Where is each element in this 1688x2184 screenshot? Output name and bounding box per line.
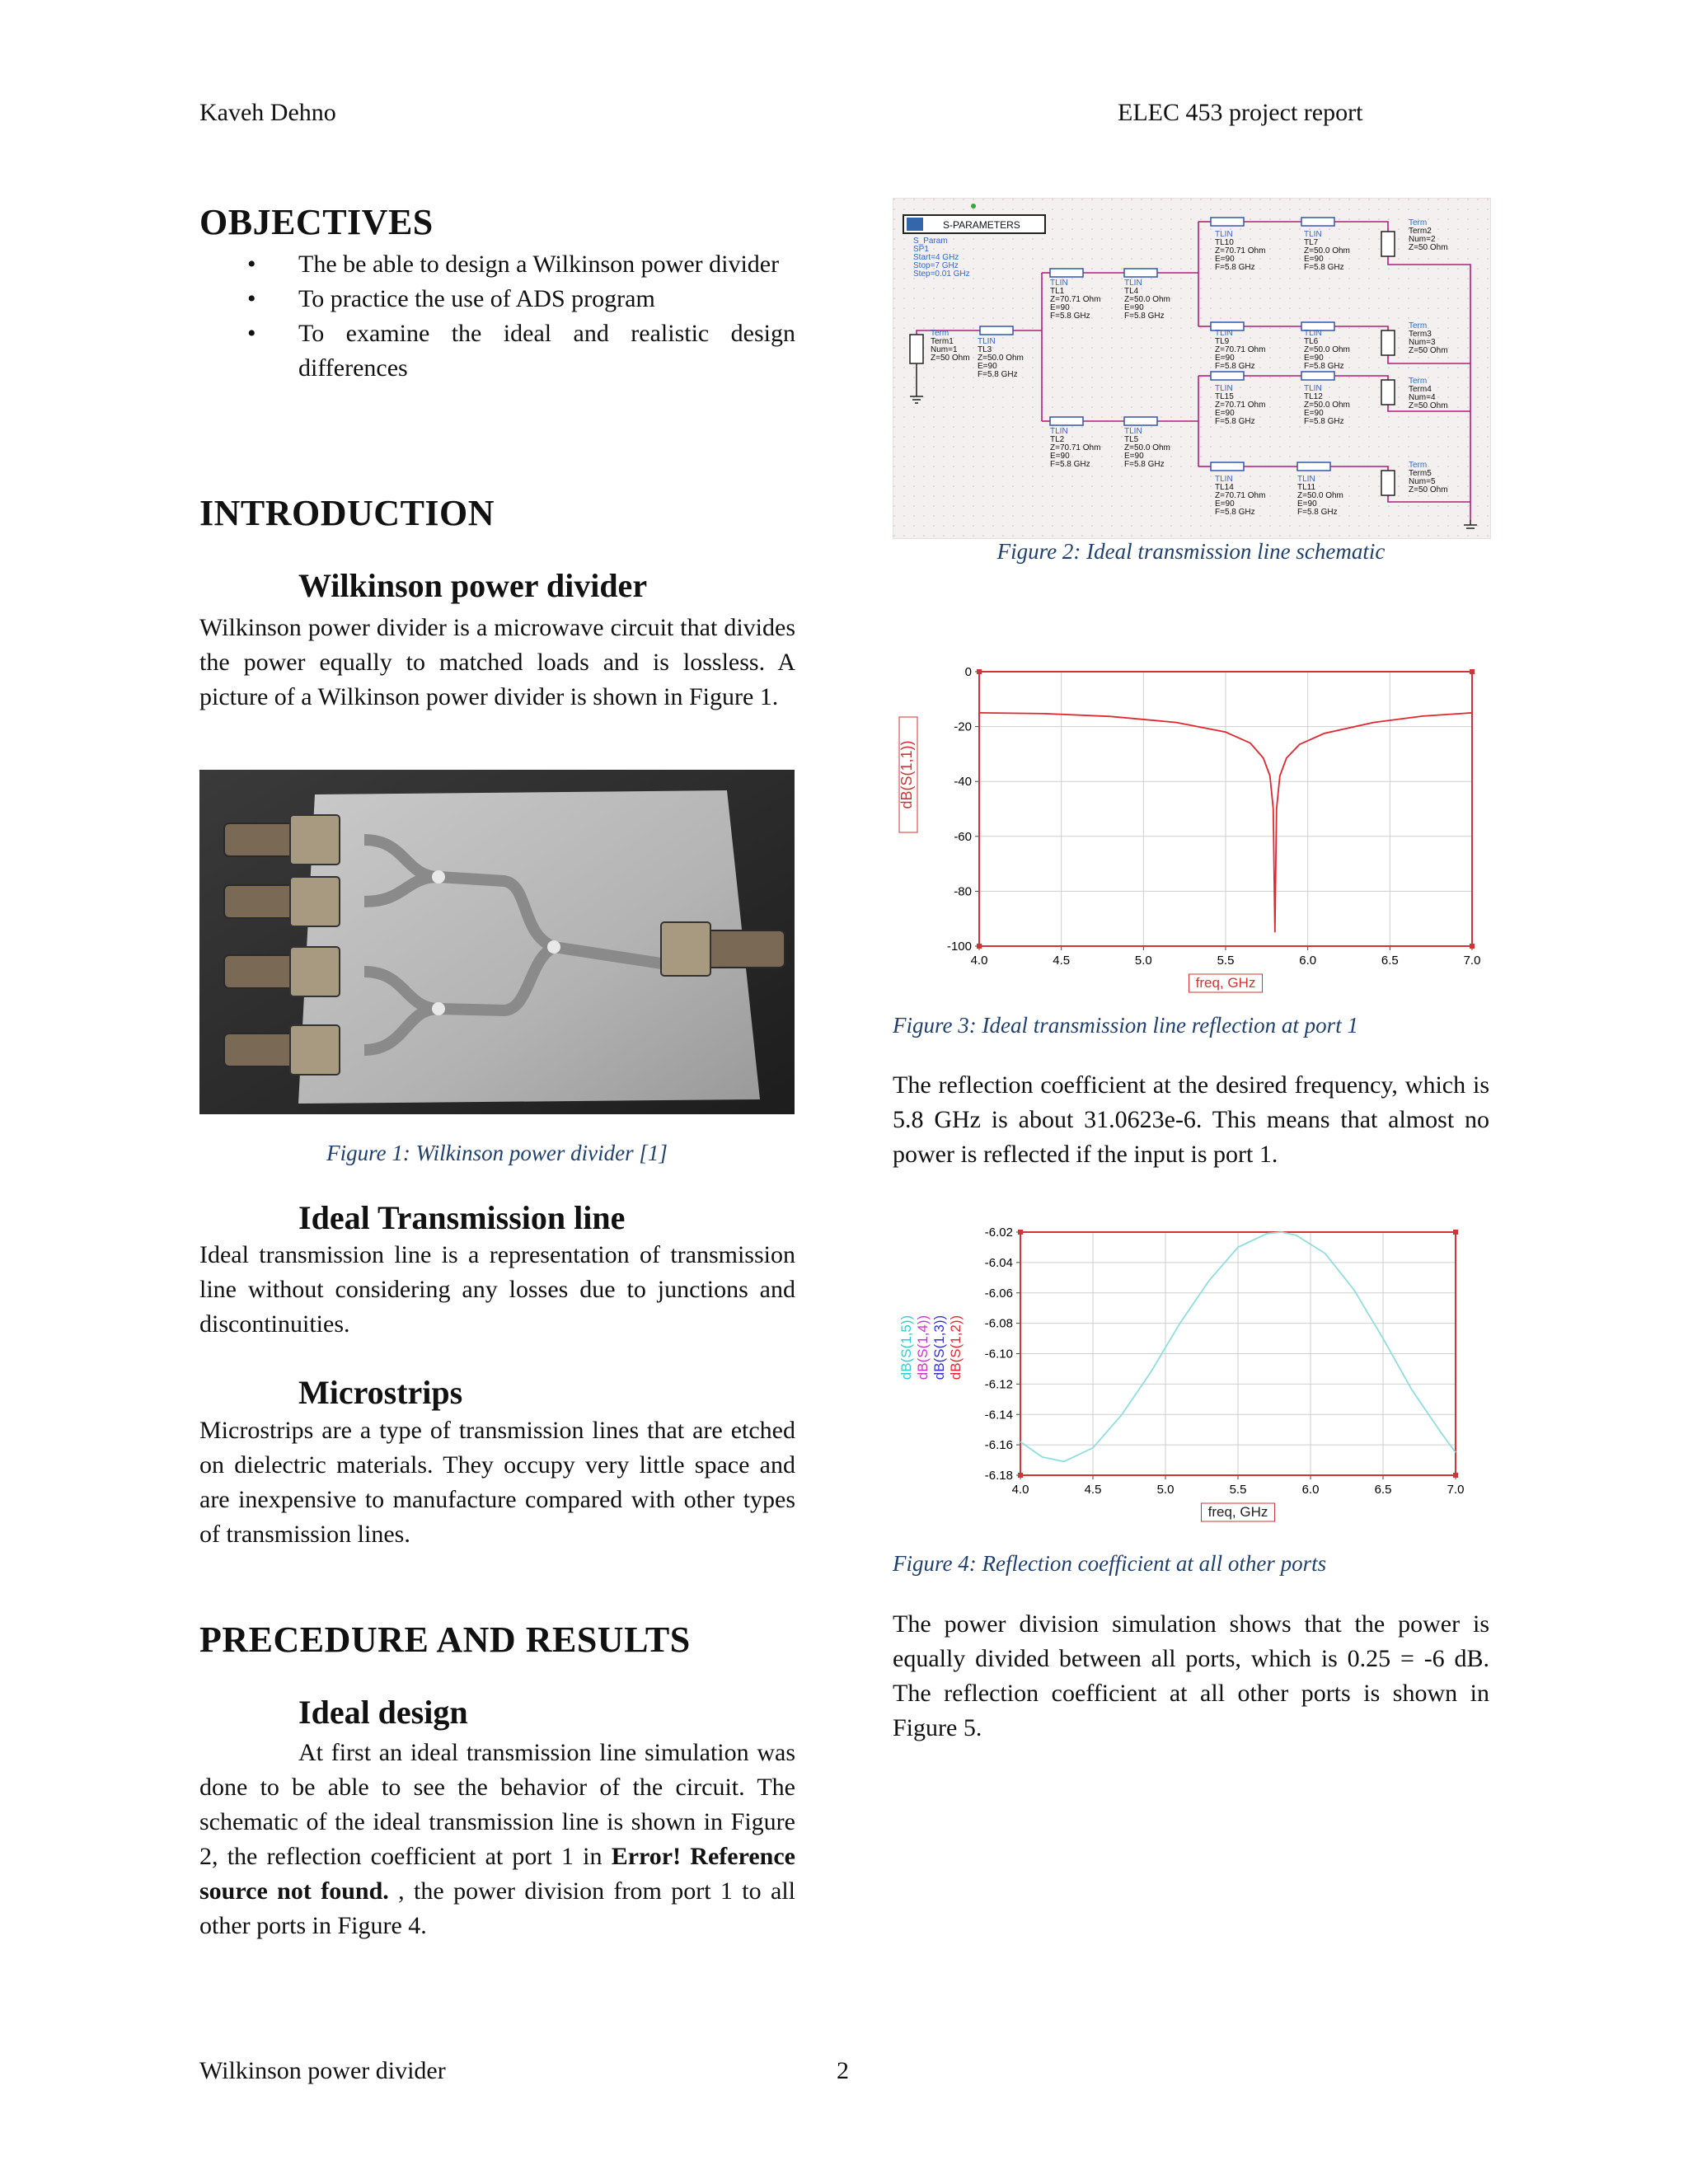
- svg-text:E=90: E=90: [1124, 452, 1144, 461]
- svg-text:F=5.8 GHz: F=5.8 GHz: [1050, 460, 1090, 469]
- svg-text:TL10: TL10: [1215, 238, 1234, 247]
- y-tick-label: -6.14: [984, 1408, 1013, 1422]
- corner-marker: [1470, 669, 1475, 674]
- wilkinson-heading: Wilkinson power divider: [298, 567, 648, 604]
- corner-marker: [1018, 1473, 1023, 1478]
- corner-marker: [977, 944, 982, 949]
- svg-text:Step=0.01 GHz: Step=0.01 GHz: [913, 269, 970, 279]
- svg-text:Term: Term: [1409, 461, 1428, 470]
- x-tick-label: 5.5: [1229, 1483, 1247, 1497]
- y-tick-label: -6.16: [984, 1438, 1013, 1453]
- x-axis-label: freq, GHz: [1195, 975, 1256, 991]
- svg-text:Z=50 Ohm: Z=50 Ohm: [931, 354, 970, 363]
- x-tick-label: 6.0: [1301, 1483, 1320, 1497]
- svg-text:Term4: Term4: [1409, 385, 1432, 394]
- svg-text:F=5.8 GHz: F=5.8 GHz: [1215, 417, 1255, 426]
- x-tick-label: 6.0: [1299, 954, 1317, 968]
- svg-text:Term: Term: [1409, 321, 1428, 330]
- corner-marker: [1470, 944, 1475, 949]
- svg-text:F=5.8 GHz: F=5.8 GHz: [1124, 312, 1165, 321]
- figure4-caption: Figure 4: Reflection coefficient at all other ports: [893, 1551, 1327, 1576]
- y-axis-label-4: dB(S(1,2)): [948, 1315, 964, 1380]
- y-tick-label: -60: [954, 829, 972, 844]
- ideal-design-text-b: , the power division from port 1 to all other ports in Figure 4.: [199, 1877, 796, 1939]
- y-tick-label: -80: [954, 884, 972, 899]
- svg-text:E=90: E=90: [1050, 452, 1070, 461]
- page-number: 2: [837, 2057, 849, 2084]
- svg-text:Z=70.71 Ohm: Z=70.71 Ohm: [1050, 295, 1101, 304]
- y-axis-label: dB(S(1,1)): [898, 740, 915, 809]
- reference-error: Error! Reference source not found.: [199, 1843, 795, 1905]
- objective-item: • The be able to design a Wilkinson power divider: [199, 247, 795, 282]
- svg-text:TL9: TL9: [1215, 337, 1230, 346]
- ideal-tl-paragraph: Ideal transmission line is a representation of transmission line without considering any losses due to junctions and discontinuities.: [199, 1241, 795, 1338]
- svg-text:SP1: SP1: [913, 245, 929, 254]
- sparam-icon: [907, 218, 923, 231]
- svg-text:TLIN: TLIN: [1124, 279, 1142, 288]
- x-axis-label: freq, GHz: [1207, 1504, 1268, 1520]
- ideal-design-text-a: At first an ideal transmission line simulation was done to be able to see the behavior of the circuit. The schematic of the ideal transmission line is shown in Figure 2, the reflection coefficient at port 1 in: [199, 1739, 795, 1870]
- svg-text:Z=50 Ohm: Z=50 Ohm: [1409, 243, 1448, 252]
- figure3-caption: Figure 3: Ideal transmission line reflection at port 1: [893, 1013, 1358, 1038]
- x-tick-label: 7.0: [1447, 1483, 1465, 1497]
- svg-text:Num=3: Num=3: [1409, 338, 1436, 347]
- svg-text:Term: Term: [1409, 218, 1428, 227]
- x-tick-label: 5.0: [1156, 1483, 1175, 1497]
- svg-text:TLIN: TLIN: [1050, 279, 1068, 288]
- y-tick-label: -6.04: [984, 1255, 1013, 1270]
- svg-text:Stop=7 GHz: Stop=7 GHz: [913, 261, 959, 270]
- svg-text:TLIN: TLIN: [1304, 384, 1322, 393]
- svg-text:Z=70.71 Ohm: Z=70.71 Ohm: [1215, 246, 1266, 255]
- svg-text:E=90: E=90: [1124, 303, 1144, 312]
- y-tick-label: -20: [954, 719, 972, 734]
- y-axis-label-3: dB(S(1,3)): [931, 1315, 947, 1380]
- svg-text:TLIN: TLIN: [978, 337, 996, 346]
- svg-text:Start=4 GHz: Start=4 GHz: [913, 253, 959, 262]
- svg-text:TLIN: TLIN: [1124, 427, 1142, 436]
- svg-text:TL6: TL6: [1304, 337, 1319, 346]
- svg-text:E=90: E=90: [1304, 354, 1324, 363]
- header-course: ELEC 453 project report: [1118, 99, 1363, 126]
- y-tick-label: 0: [964, 665, 972, 679]
- svg-text:F=5.8 GHz: F=5.8 GHz: [1304, 263, 1344, 272]
- corner-marker: [1453, 1230, 1458, 1235]
- svg-text:F=5.8 GHz: F=5.8 GHz: [1304, 362, 1344, 371]
- wilkinson-photo-drawing: [199, 770, 795, 1114]
- svg-text:Term: Term: [1409, 377, 1428, 386]
- x-tick-label: 4.5: [1084, 1483, 1102, 1497]
- svg-text:E=90: E=90: [1050, 303, 1070, 312]
- svg-text:E=90: E=90: [1215, 354, 1235, 363]
- svg-text:Z=50.0 Ohm: Z=50.0 Ohm: [1304, 345, 1350, 354]
- figure2-caption: Figure 2: Ideal transmission line schematic: [996, 539, 1386, 564]
- svg-text:Z=50.0 Ohm: Z=50.0 Ohm: [1297, 491, 1343, 500]
- svg-text:Num=1: Num=1: [931, 345, 958, 354]
- introduction-heading: INTRODUCTION: [199, 493, 495, 533]
- svg-text:TLIN: TLIN: [1304, 230, 1322, 239]
- microstrips-paragraph: Microstrips are a type of transmission lines that are etched on dielectric materials. They occupy very little space and are inexpensive to manufacture compared with other types of transmission lines.: [199, 1417, 795, 1548]
- y-tick-label: -6.08: [984, 1316, 1013, 1331]
- svg-text:Z=50 Ohm: Z=50 Ohm: [1409, 485, 1448, 494]
- svg-text:Term: Term: [931, 329, 950, 338]
- svg-text:Z=50 Ohm: Z=50 Ohm: [1409, 346, 1448, 355]
- y-tick-label: -6.12: [984, 1377, 1013, 1392]
- svg-text:TL4: TL4: [1124, 287, 1139, 296]
- y-tick-label: -100: [946, 940, 972, 954]
- svg-text:TL14: TL14: [1215, 483, 1234, 492]
- svg-text:TL3: TL3: [978, 345, 992, 354]
- procedure-heading: PRECEDURE AND RESULTS: [199, 1619, 691, 1660]
- y-tick-label: -6.18: [984, 1469, 1013, 1483]
- svg-text:TLIN: TLIN: [1215, 475, 1233, 484]
- svg-text:F=5.8 GHz: F=5.8 GHz: [1215, 362, 1255, 371]
- reflection-other-ports-chart: [893, 1203, 1486, 1533]
- x-tick-label: 4.0: [1011, 1483, 1029, 1497]
- svg-text:Z=50.0 Ohm: Z=50.0 Ohm: [1124, 443, 1170, 452]
- ideal-design-paragraph: [199, 1736, 795, 1943]
- y-axis-label-2: dB(S(1,4)): [915, 1315, 931, 1380]
- reflection-port1-chart: [893, 659, 1486, 1005]
- wilkinson-photo: [199, 770, 795, 1114]
- svg-text:Num=4: Num=4: [1409, 393, 1436, 402]
- svg-text:TLIN: TLIN: [1215, 329, 1233, 338]
- y-tick-label: -40: [954, 775, 972, 790]
- corner-marker: [1453, 1473, 1458, 1478]
- svg-text:TLIN: TLIN: [1304, 329, 1322, 338]
- y-tick-label: -6.06: [984, 1286, 1013, 1301]
- y-tick-label: -6.02: [984, 1226, 1013, 1240]
- corner-marker: [977, 669, 982, 674]
- svg-text:F=5.8 GHz: F=5.8 GHz: [1050, 312, 1090, 321]
- power-division-paragraph: The power division simulation shows that the power is equally divided between all ports, which is 0.25 = -6 dB. The reflection coefficient at all other ports is shown in Figure 5.: [893, 1610, 1489, 1741]
- x-tick-label: 6.5: [1381, 954, 1399, 968]
- svg-text:TL1: TL1: [1050, 287, 1065, 296]
- svg-text:Term5: Term5: [1409, 469, 1432, 478]
- y-axis-label-1: dB(S(1,5)): [898, 1315, 914, 1380]
- svg-text:Term3: Term3: [1409, 330, 1432, 339]
- svg-text:TL7: TL7: [1304, 238, 1319, 247]
- svg-text:TL15: TL15: [1215, 392, 1234, 401]
- sparam-label: S-PARAMETERS: [943, 219, 1020, 231]
- svg-text:E=90: E=90: [1297, 499, 1317, 509]
- svg-text:Term1: Term1: [931, 337, 954, 346]
- svg-text:E=90: E=90: [1304, 409, 1324, 418]
- svg-text:TL12: TL12: [1304, 392, 1323, 401]
- svg-text:Num=5: Num=5: [1409, 477, 1436, 486]
- schematic-drawing: [893, 199, 1490, 538]
- microstrips-heading: Microstrips: [298, 1374, 463, 1411]
- svg-text:TL2: TL2: [1050, 435, 1065, 444]
- svg-text:F=5.8 GHz: F=5.8 GHz: [978, 370, 1018, 379]
- objectives-heading: OBJECTIVES: [199, 202, 434, 242]
- header-author: Kaveh Dehno: [199, 99, 336, 126]
- footer-title: Wilkinson power divider: [199, 2057, 446, 2084]
- svg-text:TLIN: TLIN: [1297, 475, 1315, 484]
- x-tick-label: 5.0: [1134, 954, 1152, 968]
- svg-text:E=90: E=90: [978, 362, 997, 371]
- ideal-tl-heading: Ideal Transmission line: [298, 1199, 626, 1236]
- svg-text:E=90: E=90: [1215, 499, 1235, 509]
- x-tick-label: 4.5: [1053, 954, 1071, 968]
- x-tick-label: 6.5: [1374, 1483, 1392, 1497]
- y-tick-label: -6.10: [984, 1347, 1013, 1361]
- svg-text:Num=2: Num=2: [1409, 235, 1436, 244]
- svg-text:S_Param: S_Param: [913, 237, 948, 246]
- svg-text:Z=70.71 Ohm: Z=70.71 Ohm: [1215, 401, 1266, 410]
- svg-text:Z=50.0 Ohm: Z=50.0 Ohm: [978, 354, 1024, 363]
- schematic-panel: [893, 198, 1491, 539]
- svg-text:TLIN: TLIN: [1050, 427, 1068, 436]
- x-tick-label: 5.5: [1217, 954, 1235, 968]
- svg-text:TLIN: TLIN: [1215, 230, 1233, 239]
- x-tick-label: 7.0: [1463, 954, 1481, 968]
- wilkinson-paragraph: Wilkinson power divider is a microwave circuit that divides the power equally to matched loads and is lossless. A picture of a Wilkinson power divider is shown in Figure 1.: [199, 614, 795, 710]
- svg-text:E=90: E=90: [1304, 255, 1324, 264]
- marker-icon: [971, 204, 976, 209]
- svg-text:Z=70.71 Ohm: Z=70.71 Ohm: [1050, 443, 1101, 452]
- svg-text:F=5.8 GHz: F=5.8 GHz: [1215, 263, 1255, 272]
- svg-text:E=90: E=90: [1215, 409, 1235, 418]
- objectives-list: [199, 247, 795, 386]
- ideal-design-heading: Ideal design: [298, 1694, 468, 1731]
- svg-text:F=5.8 GHz: F=5.8 GHz: [1215, 508, 1255, 517]
- svg-text:TLIN: TLIN: [1215, 384, 1233, 393]
- svg-text:Z=50.0 Ohm: Z=50.0 Ohm: [1124, 295, 1170, 304]
- svg-text:TL5: TL5: [1124, 435, 1139, 444]
- svg-text:Z=70.71 Ohm: Z=70.71 Ohm: [1215, 345, 1266, 354]
- svg-text:F=5.8 GHz: F=5.8 GHz: [1304, 417, 1344, 426]
- svg-text:Term2: Term2: [1409, 227, 1432, 236]
- reflection-paragraph: The reflection coefficient at the desired frequency, which is 5.8 GHz is about 31.0623e-6. This means that almost no power is reflected if the input is port 1.: [893, 1071, 1489, 1168]
- svg-text:E=90: E=90: [1215, 255, 1235, 264]
- svg-text:Z=50.0 Ohm: Z=50.0 Ohm: [1304, 401, 1350, 410]
- svg-text:TL11: TL11: [1297, 483, 1316, 492]
- svg-text:F=5.8 GHz: F=5.8 GHz: [1124, 460, 1165, 469]
- corner-marker: [1018, 1230, 1023, 1235]
- objective-item: • To practice the use of ADS program: [199, 282, 795, 316]
- x-tick-label: 4.0: [970, 954, 988, 968]
- objective-item: • To examine the ideal and realistic design differences: [199, 316, 795, 386]
- svg-text:Z=50.0 Ohm: Z=50.0 Ohm: [1304, 246, 1350, 255]
- svg-text:Z=70.71 Ohm: Z=70.71 Ohm: [1215, 491, 1266, 500]
- svg-text:F=5.8 GHz: F=5.8 GHz: [1297, 508, 1338, 517]
- svg-text:Z=50 Ohm: Z=50 Ohm: [1409, 401, 1448, 410]
- figure1-caption: Figure 1: Wilkinson power divider [1]: [326, 1141, 668, 1165]
